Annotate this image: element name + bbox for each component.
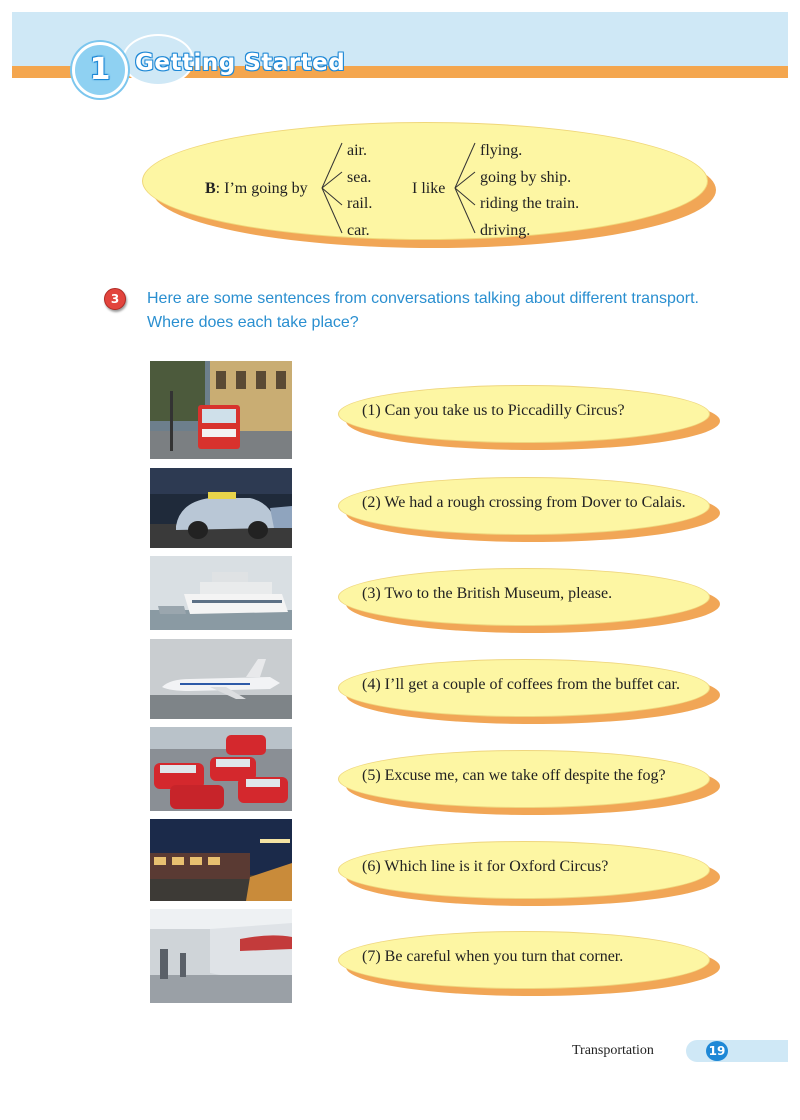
section-number-badge [72, 42, 128, 98]
page-number: 19 [706, 1041, 728, 1061]
activity-ship: going by ship. [480, 169, 572, 186]
sentence-7: (7) Be careful when you turn that corner. [362, 948, 624, 965]
sentence-2: (2) We had a rough crossing from Dover to Calais. [362, 494, 686, 511]
footer-band [686, 1040, 788, 1062]
photo-private-jet [150, 639, 292, 719]
photo-bus-street [150, 361, 292, 459]
photo-subway-platform [150, 909, 292, 1003]
photo-train-night [150, 819, 292, 901]
activity-driving: driving. [480, 222, 531, 239]
sentence-1: (1) Can you take us to Piccadilly Circus? [362, 402, 625, 419]
mode-car: car. [347, 222, 370, 239]
speaker-label: B [205, 180, 216, 197]
photo-cruise-ship [150, 556, 292, 630]
mode-rail: rail. [347, 195, 373, 212]
mode-sea: sea. [347, 169, 372, 186]
photo-taxi-car [150, 468, 292, 548]
mode-air: air. [347, 142, 367, 159]
instruction-line-2: Where does each take place? [147, 314, 359, 331]
i-like-text: I like [412, 180, 446, 197]
photo-taxis-traffic [150, 727, 292, 811]
going-by-text: : I’m going by [215, 180, 308, 197]
sentence-4: (4) I’ll get a couple of coffees from the buffet car. [362, 676, 680, 693]
sentence-3: (3) Two to the British Museum, please. [362, 585, 613, 602]
footer-label: Transportation [572, 1043, 654, 1058]
instruction-line-1: Here are some sentences from conversations talking about different transport. [147, 290, 699, 307]
sentence-6: (6) Which line is it for Oxford Circus? [362, 858, 609, 875]
activity-flying: flying. [480, 142, 523, 159]
activity-train: riding the train. [480, 195, 580, 212]
exercise-instruction [147, 287, 747, 335]
section-number: 1 [89, 52, 111, 87]
exercise-number: 3 [110, 292, 120, 306]
dialogue-going-by [205, 180, 308, 198]
exercise-number-badge [104, 288, 126, 310]
section-title: Getting Started [135, 50, 346, 76]
sentence-5: (5) Excuse me, can we take off despite the fog? [362, 767, 666, 784]
